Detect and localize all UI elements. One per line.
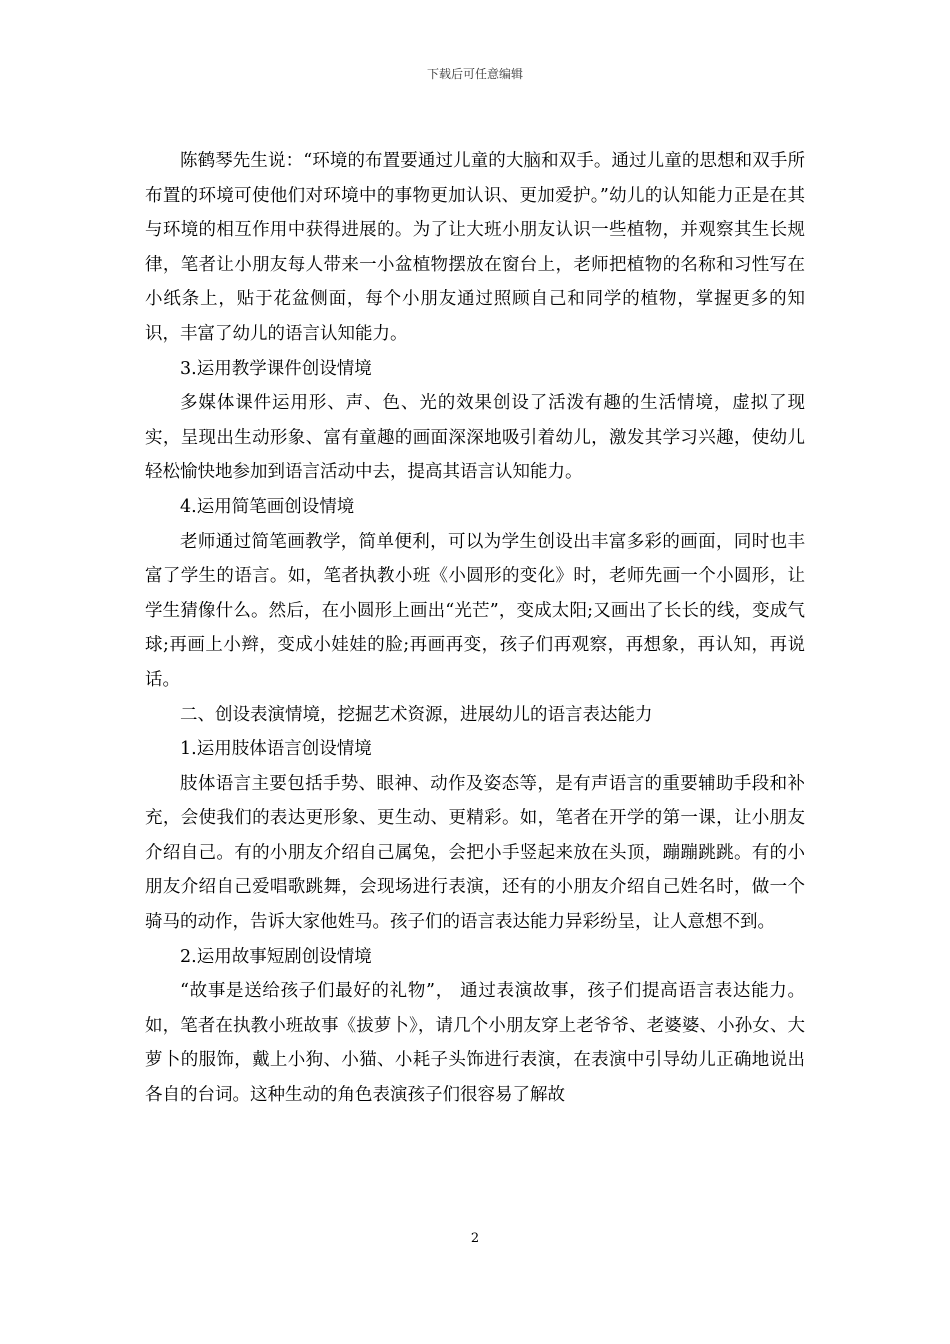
- heading-courseware: 3.运用教学课件创设情境: [180, 358, 372, 379]
- paragraph-story-drama: “故事是送给孩子们最好的礼物”， 通过表演故事，孩子们提高语言表达能力。如，笔者在执教小班故事《拔萝卜》，请几个小朋友穿上老爷爷、老婆婆、小孙女、大萝卜的服饰，戴上小狗、小猫、小耗子头饰进行表演，在表演中引导幼儿正确地说出各自的台词。这种生动的角色表演孩子们很容易了解故: [145, 981, 805, 1106]
- paragraph-body-language: 肢体语言主要包括手势、眼神、动作及姿态等，是有声语言的重要辅助手段和补充，会使我们的表达更形象、更生动、更精彩。如，笔者在开学的第一课，让小朋友介绍自己。有的小朋友介绍自己属兔，会把小手竖起来放在头顶，蹦蹦跳跳。有的小朋友介绍自己爱唱歌跳舞，会现场进行表演，还有的小朋友介绍自己姓名时，做一个骑马的动作，告诉大家他姓马。孩子们的语言表达能力异彩纷呈，让人意想不到。: [145, 773, 805, 933]
- heading-story-drama: 2.运用故事短剧创设情境: [180, 946, 372, 967]
- heading-body-language: 1.运用肢体语言创设情境: [180, 739, 372, 760]
- section-heading-performance: 二、创设表演情境，挖掘艺术资源，进展幼儿的语言表达能力: [180, 704, 653, 725]
- page-header: 下载后可任意编辑: [426, 67, 523, 81]
- document-body: [145, 144, 805, 1113]
- paragraph-stick-drawing: 老师通过简笔画教学，简单便利，可以为学生创设出丰富多彩的画面，同时也丰富了学生的语言。如，笔者执教小班《小圆形的变化》时，老师先画一个小圆形，让学生猜像什么。然后，在小圆形上画出“光芒”，变成太阳;又画出了长长的线，变成气球;再画上小辫，变成小娃娃的脸;再画再变，孩子们再观察，再想象，再认知，再说话。: [145, 531, 805, 690]
- heading-stick-drawing: 4.运用简笔画创设情境: [180, 496, 355, 517]
- page-number: 2: [470, 1231, 480, 1246]
- paragraph-environment: 陈鹤琴先生说：“环境的布置要通过儿童的大脑和双手。通过儿童的思想和双手所布置的环境可使他们对环境中的事物更加认识、更加爱护。”幼儿的认知能力正是在其与环境的相互作用中获得进展的。为了让大班小朋友认识一些植物，并观察其生长规律，笔者让小朋友每人带来一小盆植物摆放在窗台上，老师把植物的名称和习性写在小纸条上，贴于花盆侧面，每个小朋友通过照顾自己和同学的植物，掌握更多的知识，丰富了幼儿的语言认知能力。: [145, 151, 805, 344]
- paragraph-courseware: 多媒体课件运用形、声、色、光的效果创设了活泼有趣的生活情境，虚拟了现实，呈现出生动形象、富有童趣的画面深深地吸引着幼儿，激发其学习兴趣，使幼儿轻松愉快地参加到语言活动中去，提高其语言认知能力。: [145, 393, 805, 483]
